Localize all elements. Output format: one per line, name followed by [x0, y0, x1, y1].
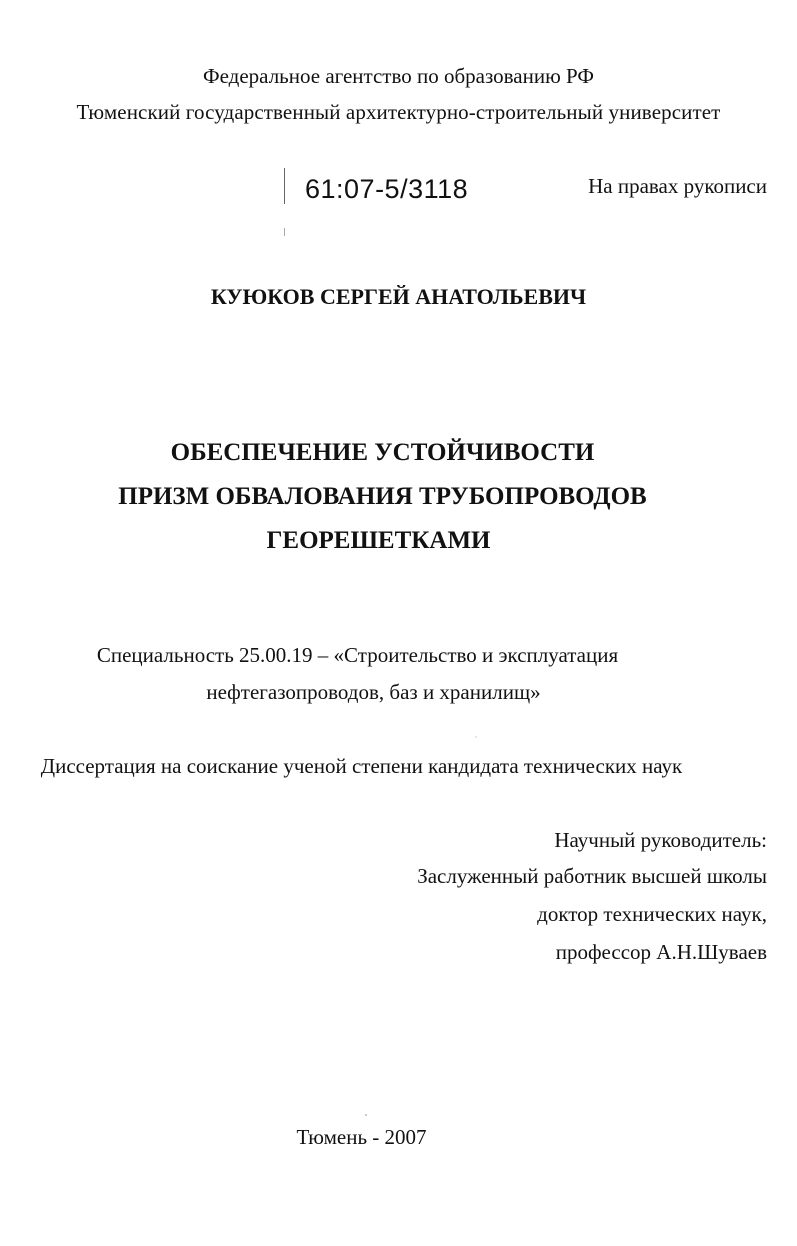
- title-line-3: ГЕОРЕШЕТКАМИ: [266, 527, 491, 554]
- scan-speck: [365, 1114, 367, 1116]
- supervisor-degree: доктор технических наук,: [537, 902, 767, 926]
- supervisor-name: профессор А.Н.Шуваев: [555, 940, 767, 964]
- author-name: КУЮКОВ СЕРГЕЙ АНАТОЛЬЕВИЧ: [210, 284, 587, 309]
- university-line: Тюменский государственный архитектурно-строительный университет: [76, 100, 721, 124]
- rights-note: На правах рукописи: [588, 174, 767, 198]
- supervisor-label: Научный руководитель:: [554, 828, 767, 852]
- specialty-line-2: нефтегазопроводов, баз и хранилищ»: [206, 680, 541, 704]
- supervisor-honor: Заслуженный работник высшей школы: [417, 864, 767, 888]
- city-year: Тюмень - 2007: [296, 1125, 427, 1149]
- agency-line: Федеральное агентство по образованию РФ: [203, 64, 594, 88]
- stamp-rule: [284, 168, 285, 204]
- scan-speck: [475, 736, 477, 738]
- title-line-2: ПРИЗМ ОБВАЛОВАНИЯ ТРУБОПРОВОДОВ: [118, 483, 647, 510]
- stamp-tick: [284, 228, 285, 236]
- degree-line: Диссертация на соискание ученой степени кандидата технических наук: [40, 754, 683, 778]
- specialty-line-1: Специальность 25.00.19 – «Строительство и эксплуатация: [96, 643, 619, 667]
- title-line-1: ОБЕСПЕЧЕНИЕ УСТОЙЧИВОСТИ: [170, 439, 595, 466]
- registration-code: 61:07-5/3118: [305, 174, 469, 204]
